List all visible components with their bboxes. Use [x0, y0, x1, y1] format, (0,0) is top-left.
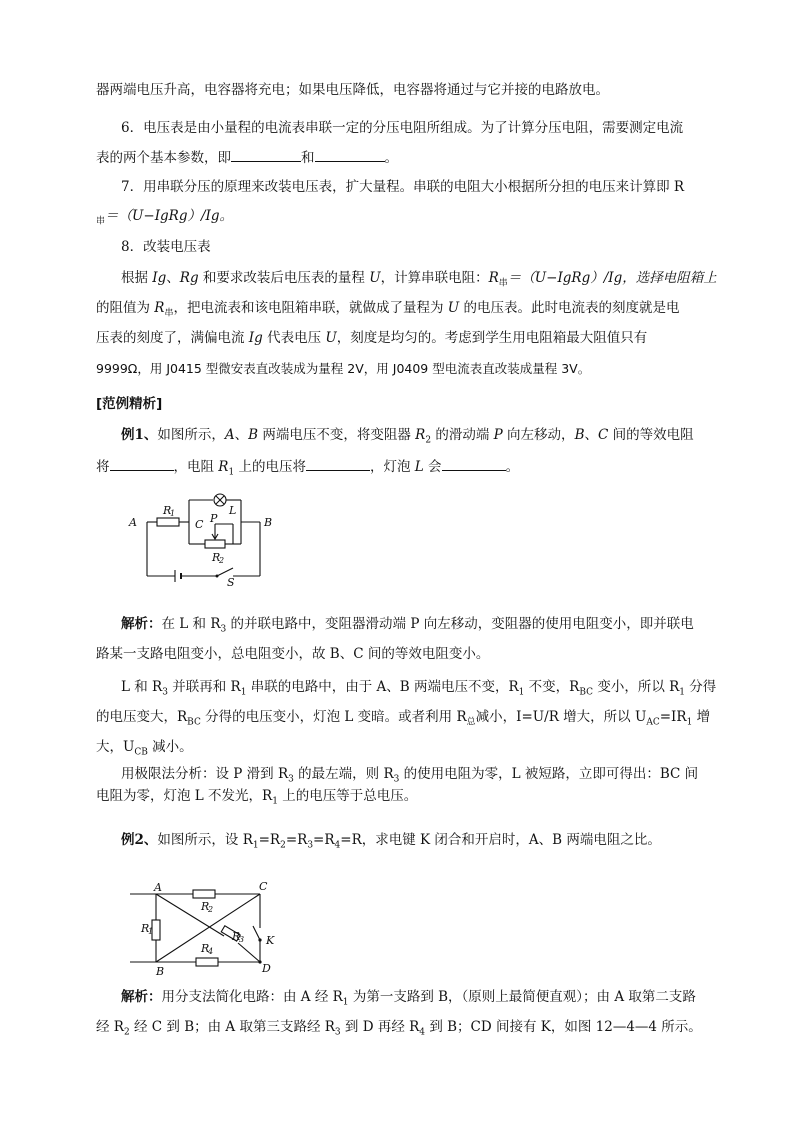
circuit-diagram-1	[125, 488, 275, 588]
paragraph-capacitor: 器两端电压升高，电容器将充电；如果电压降低，电容器将通过与它并接的电路放电。	[96, 82, 609, 98]
svg-text:2: 2	[219, 556, 225, 565]
section-heading: [范例精析]	[96, 396, 163, 412]
solution-1-line-7: 电阻为零，灯泡 L 不发光，$R_1$ 上的电压等于总电压。	[96, 788, 418, 807]
example-1-line-1: 例1、如图所示，A、B 两端电压不变，将变阻器 $R_2$ 的滑动端 P 向左移动，B、C 间的等效电阻	[121, 427, 694, 446]
resistor-r1	[152, 920, 160, 940]
resistor-r1	[157, 518, 179, 526]
item-8-line-2: 的阻值为 $R_串$，把电流表和该电阻箱串联，就做成了量程为 U 的电压表。此时电流表的刻度就是电	[96, 300, 680, 319]
blank-4	[306, 456, 370, 471]
switch-k-icon	[253, 926, 260, 940]
svg-text:L: L	[229, 504, 237, 517]
svg-text:K: K	[266, 934, 275, 947]
item-6-line-2: 表的两个基本参数，即 和 。	[96, 147, 398, 168]
item-7-line-2: $_串$＝（U−IgRg）/Ig。	[96, 208, 234, 227]
svg-text:R: R	[201, 942, 210, 955]
item-8-line-3: 压表的刻度了，满偏电流 Ig 代表电压 U，刻度是均匀的。考虑到学生用电阻箱最大阻值只有	[96, 330, 648, 346]
solution-1-line-4: 的电压变大，$R_{BC}$ 分得的电压变小，灯泡 L 变暗。或者利用 $R_总$减小，I=U/R 增大，所以 $U_{AC}=IR_1$ 增	[96, 709, 711, 728]
svg-text:B: B	[264, 516, 273, 529]
solution-1-line-5: 大，$U_{CB}$ 减小。	[96, 739, 193, 758]
circuit-diagram-2	[128, 880, 288, 975]
svg-text:R: R	[212, 551, 221, 564]
example-2-line-1: 例2、如图所示，设 $R_1=R_2=R_3=R_4=R$，求电键 K 闭合和开启时，A、B 两端电阻之比。	[121, 832, 661, 851]
svg-text:S: S	[227, 576, 235, 588]
switch-s-icon	[217, 568, 233, 576]
svg-text:C: C	[259, 880, 268, 893]
svg-text:D: D	[262, 962, 271, 975]
svg-text:1: 1	[148, 927, 154, 936]
svg-text:R: R	[201, 900, 210, 913]
svg-text:B: B	[156, 965, 165, 975]
item-8-line-4: 9999Ω，用 J0415 型微安表直改装成为量程 2V，用 J0409 型电流表直改装成量程 3V。	[96, 361, 591, 376]
item-8-line-1: 根据 Ig、Rg 和要求改装后电压表的量程 U，计算串联电阻：$R_串=(U-IgRg)/Ig$，选择电阻箱上	[121, 270, 717, 289]
item-8-title: 8．改装电压表	[121, 239, 211, 255]
svg-text:R: R	[232, 930, 241, 943]
svg-text:A: A	[129, 516, 137, 529]
solution-2-line-2: 经 $R_2$ 经 C 到 B；由 A 取第三支路经 $R_3$ 到 D 再经 $R_4$ 到 B；CD 间接有 K，如图 12—4—4 所示。	[96, 1019, 702, 1038]
svg-text:R: R	[163, 504, 172, 517]
resistor-r2	[205, 540, 225, 548]
solution-2-line-1: 解析：用分支法简化电路：由 A 经 $R_1$ 为第一支路到 B，（原则上最简便直观）；由 A 取第二支路	[121, 989, 696, 1008]
svg-text:R: R	[141, 922, 150, 935]
svg-text:A: A	[154, 881, 162, 894]
blank-2	[315, 147, 385, 162]
example-1-line-2: 将 ，电阻 $R_1$ 上的电压将 ，灯泡 L 会 。	[96, 456, 519, 483]
svg-text:P: P	[210, 512, 218, 525]
svg-text:4: 4	[208, 947, 214, 956]
blank-1	[231, 147, 301, 162]
solution-1-line-2: 路某一支路电阻变小，总电阻变小，故 B、C 间的等效电阻变小。	[96, 646, 490, 662]
item-6-line-1: 6．电压表是由小量程的电流表串联一定的分压电阻所组成。为了计算分压电阻，需要测定电流	[121, 120, 684, 136]
item-7-line-1: 7．用串联分压的原理来改装电压表，扩大量程。串联的电阻大小根据所分担的电压来计算即 R	[121, 179, 685, 195]
svg-text:C: C	[195, 518, 204, 531]
svg-text:3: 3	[239, 935, 245, 944]
blank-5	[442, 456, 506, 471]
blank-3	[110, 456, 174, 471]
svg-text:1: 1	[170, 509, 176, 518]
resistor-r4	[196, 958, 218, 966]
solution-1-line-1: 解析：在 L 和 $R_3$ 的并联电路中，变阻器滑动端 P 向左移动，变阻器的使用电阻变小，即并联电	[121, 616, 694, 635]
solution-1-line-6: 用极限法分析：设 P 滑到 $R_3$ 的最左端，则 $R_3$ 的使用电阻为零，L 被短路，立即可得出：BC 间	[121, 766, 699, 785]
svg-text:2: 2	[208, 905, 214, 914]
resistor-r2	[193, 890, 215, 898]
solution-1-line-3: L 和 $R_3$ 并联再和 $R_1$ 串联的电路中，由于 A、B 两端电压不变，$R_1$ 不变，$R_{BC}$ 变小，所以 $R_1$ 分得	[121, 679, 717, 698]
